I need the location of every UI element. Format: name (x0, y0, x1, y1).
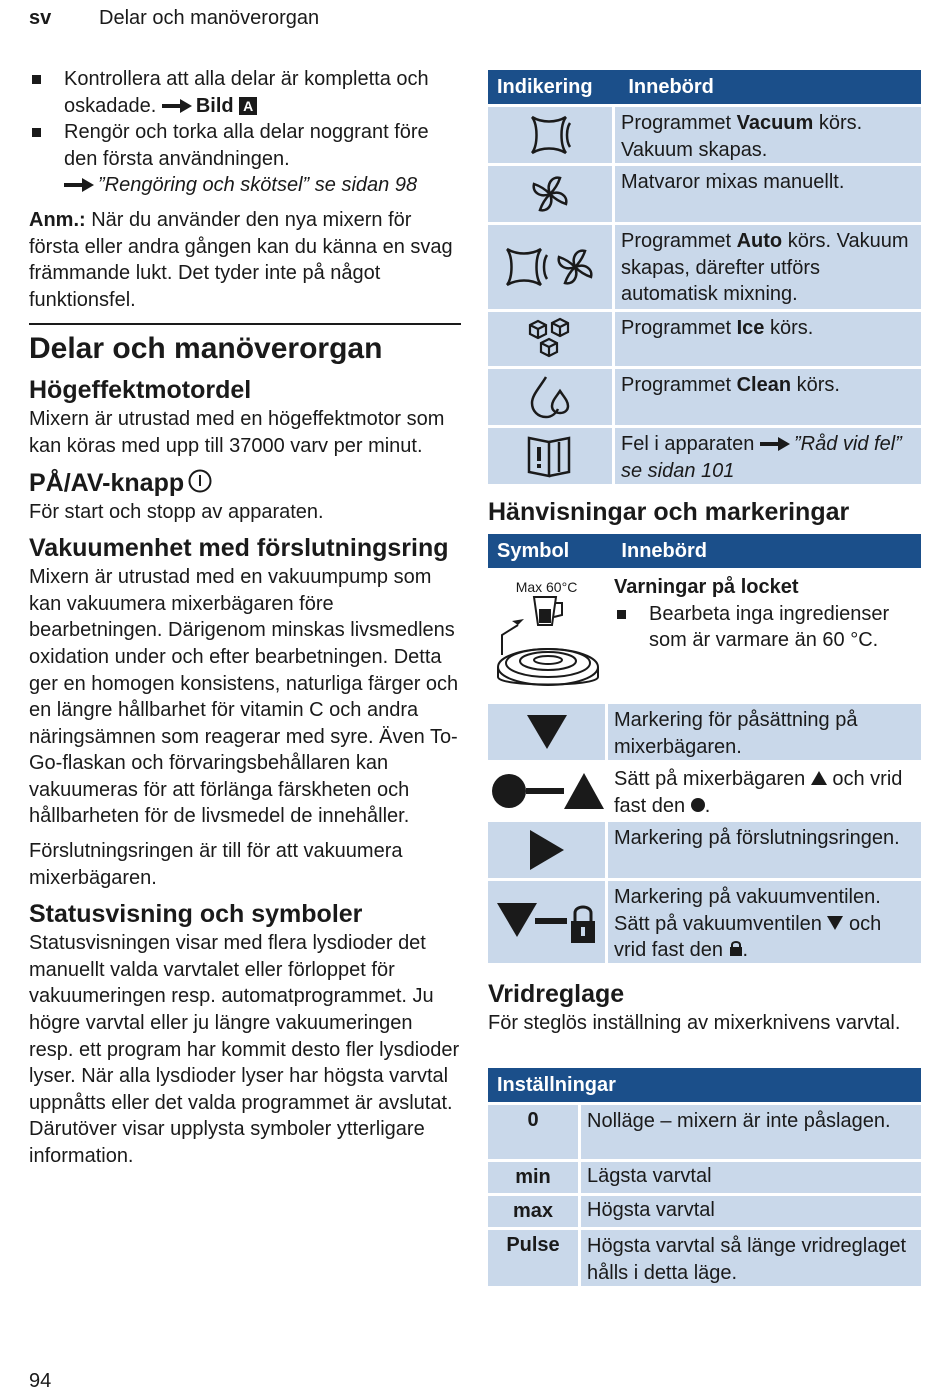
column-header: Innebörd (621, 540, 707, 562)
list-item: Bearbeta inga ingredienser som är varmare än 60 °C. (614, 601, 915, 654)
indication-table (488, 70, 921, 484)
table-row: Fel i apparaten ”Råd vid fel” se sidan 101 (488, 428, 921, 484)
list-item (29, 119, 461, 199)
markings-table (488, 534, 921, 963)
triangle-down-icon (527, 715, 567, 749)
figure-ref: Bild (195, 94, 234, 117)
table-header (488, 534, 921, 568)
table-row: Programmet Clean körs. (488, 369, 921, 425)
table-row (488, 571, 921, 701)
arrow-right-icon (64, 178, 94, 192)
lid-warning-illustration (492, 595, 602, 695)
power-symbol-icon (188, 469, 212, 493)
table-header (488, 70, 921, 104)
circle-to-triangle-icon (490, 771, 604, 811)
lid-warning-title: Varningar på locket (614, 576, 799, 598)
vacuum-text: Mixern är utrustad med en vakuumpump som kan vakuumera mixerbägaren före bearbetningen. Därigenom minskas livsmedlens oxidation under och efter bearbetningen. Detta ger en homogen konsistens, naturliga färger och en längre hållbarhet för vitamin C och andra näringsämnen som reagerar med syre. Även To-Go-flaskan och förvaringsbehållaren kan vakuumeras för att förlänga färskheten och hållbarheten för de livsmedel de innehåller. (29, 566, 459, 828)
bullet-square-icon (32, 128, 41, 137)
table-row: Pulse Högsta varvtal så länge vridreglaget hålls i detta läge. (488, 1230, 921, 1286)
error-book-icon (525, 432, 575, 480)
power-text: För start och stopp av apparaten. (29, 500, 324, 523)
vacuum-icon (526, 111, 574, 159)
ice-icon (526, 315, 574, 363)
table-row: Matvaror mixas manuellt. (488, 166, 921, 222)
table-header (488, 1068, 921, 1102)
knob-heading: Vridreglage (488, 980, 625, 1008)
table-row: min Lägsta varvtal (488, 1162, 921, 1193)
bullet-square-icon (617, 610, 626, 619)
lid-temp-label: Max 60°C (515, 579, 578, 595)
bullet-text: Rengör och torka alla delar noggrant före den första användningen. (64, 121, 429, 170)
table-row: Programmet Ice körs. (488, 312, 921, 366)
lock-icon (729, 940, 743, 956)
filled-circle-icon (691, 798, 705, 812)
clean-icon (526, 373, 574, 421)
note-label: Anm.: (29, 208, 86, 231)
column-header: Inställningar (497, 1074, 616, 1096)
column-header: Innebörd (619, 70, 921, 104)
table-row: Programmet Auto körs. Vakuum skapas, därefter utförs automatisk mixning. (488, 225, 921, 309)
status-heading: Statusvisning och symboler (29, 900, 363, 929)
triangle-down-icon (827, 916, 843, 930)
table-row: Programmet Vacuum körs. Vakuum skapas. (488, 107, 921, 163)
note-paragraph (29, 207, 461, 313)
vacuum-heading: Vakuumenhet med förslutningsring (29, 534, 449, 563)
note-text: När du använder den nya mixern för första eller andra gången kan du känna en svag främmande lukt. Det tyder inte på något funktionsfel. (29, 208, 453, 311)
language-code: sv (29, 7, 52, 29)
mix-icon (551, 243, 599, 291)
arrow-right-icon (162, 99, 192, 113)
column-header: Indikering (497, 76, 593, 98)
bullet-square-icon (32, 75, 41, 84)
triangle-to-lock-icon (497, 899, 597, 945)
section-title: Delar och manöverorgan (29, 332, 383, 366)
table-row: Markering på vakuumventilen. Sätt på vakuumventilen och vrid fast den . (488, 881, 921, 963)
figure-letter-badge: A (239, 97, 257, 115)
status-text: Statusvisningen visar med flera lysdioder det manuellt valda varvtalet eller förloppet för vakuumeringen resp. automatprogrammet. Ju högre varvtal eller ju längre vakuumeringen resp. ett program har kommit desto fler lysdioder lyser. När alla lysdioder lyser har högsta varvtal uppnåtts eller det valda programmet är avslutat. Därutöver visar upplysta symboler ytterligare information. (29, 932, 460, 1167)
motor-text: Mixern är utrustad med en högeffektmotor som kan köras med upp till 37000 varv per minut. (29, 408, 445, 457)
cross-reference: ”Rengöring och skötsel” se sidan 98 (98, 174, 418, 197)
mix-icon (526, 170, 574, 218)
markings-heading: Hänvisningar och markeringar (488, 498, 850, 526)
triangle-right-icon (530, 830, 564, 870)
table-row: Markering för påsättning på mixerbägaren. (488, 704, 921, 760)
page-number: 94 (29, 1370, 52, 1392)
column-header: Symbol (497, 540, 570, 562)
left-column (29, 66, 461, 1170)
section-divider (29, 323, 461, 325)
settings-table (488, 1068, 921, 1286)
bullet-text: Kontrollera att alla delar är kompletta och oskadade. (64, 68, 429, 117)
knob-text: För steglös inställning av mixerknivens varvtal. (488, 1012, 901, 1034)
arrow-right-icon (760, 437, 790, 451)
table-row: Sätt på mixerbägaren och vrid fast den . (488, 763, 921, 819)
power-heading (29, 468, 461, 499)
vacuum-icon (501, 243, 551, 291)
vacuum-ring-text: Förslutningsringen är till för att vakuumera mixerbägaren. (29, 840, 403, 889)
list-item (29, 66, 461, 119)
power-heading-text: PÅ/AV-knapp (29, 468, 185, 497)
table-row: 0 Nolläge – mixern är inte påslagen. (488, 1105, 921, 1159)
table-row: Markering på förslutningsringen. (488, 822, 921, 878)
triangle-up-icon (811, 771, 827, 785)
motor-heading: Högeffektmotordel (29, 376, 252, 405)
running-header-title: Delar och manöverorgan (99, 7, 320, 29)
table-row: max Högsta varvtal (488, 1196, 921, 1227)
